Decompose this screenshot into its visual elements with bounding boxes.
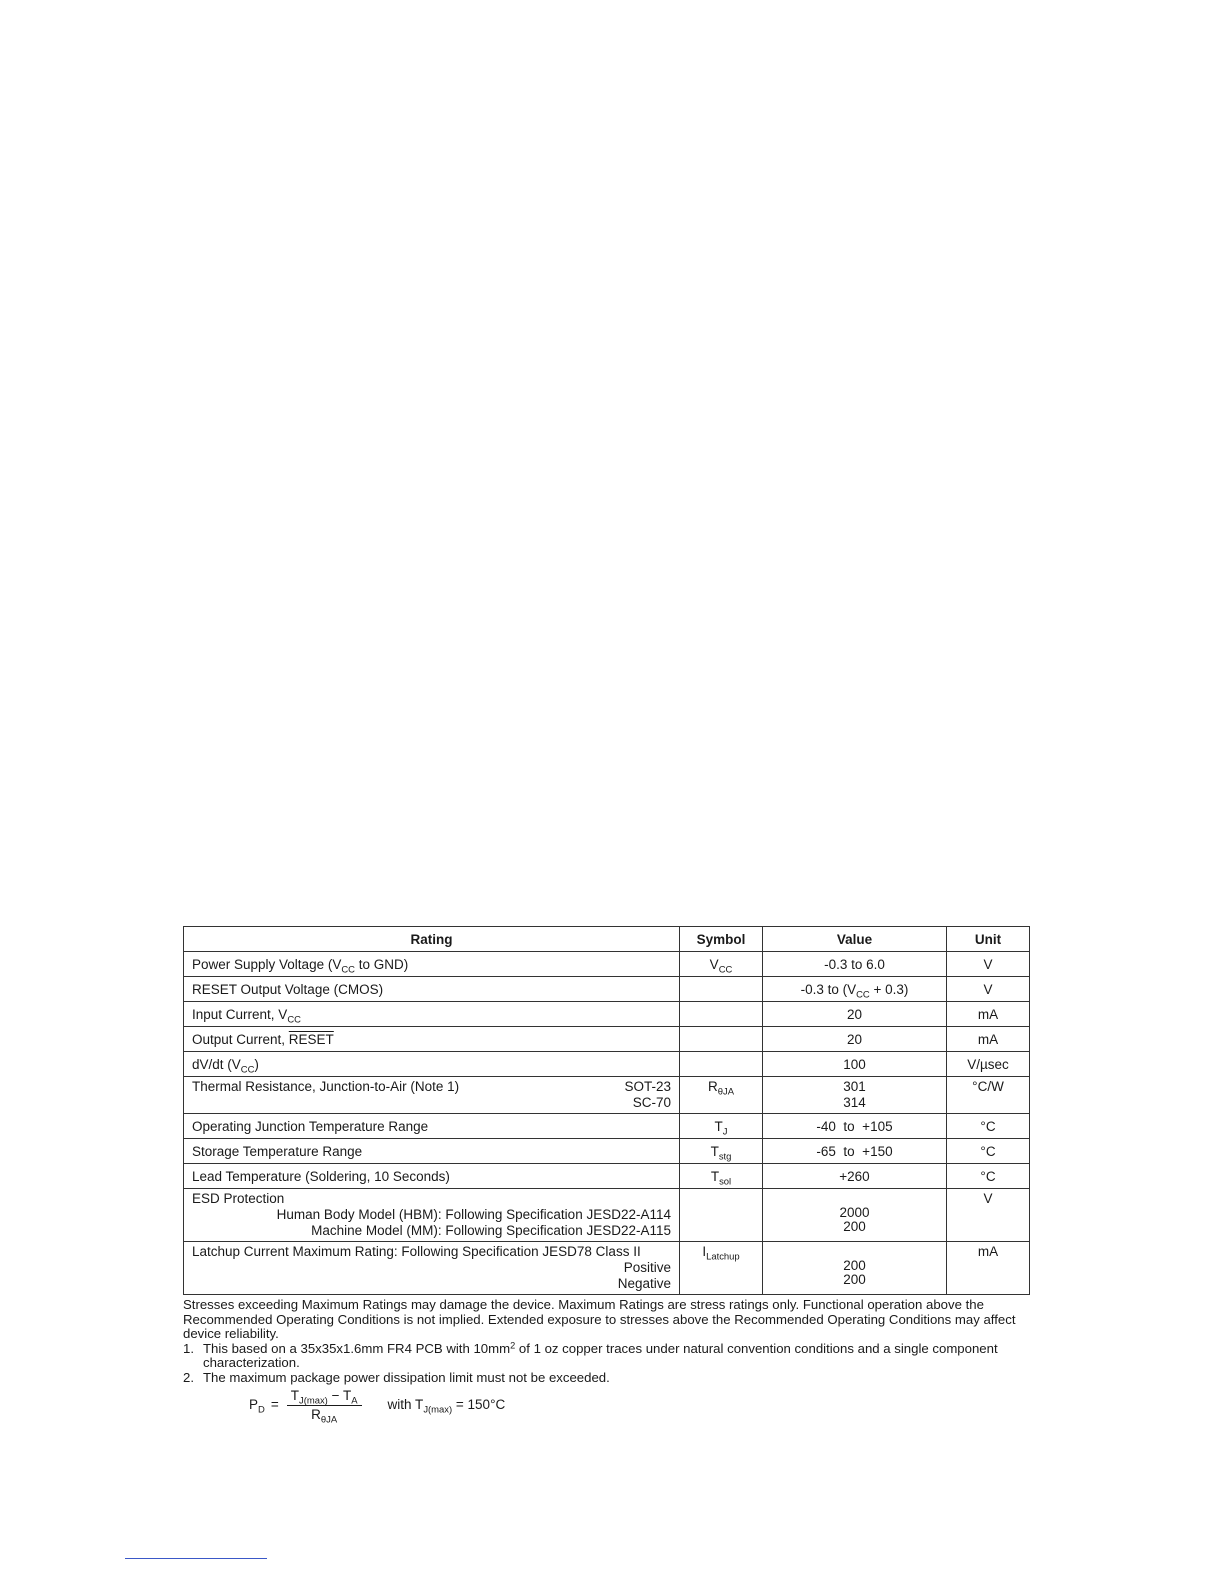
unit-cell: V (947, 952, 1030, 977)
header-symbol: Symbol (680, 927, 763, 952)
symbol-subscript: J (722, 1125, 728, 1137)
note-text-part: This based on a 35x35x1.6mm FR4 PCB with 10mm (203, 1340, 511, 1356)
symbol-cell (680, 977, 763, 1002)
rating-text: dV/dt (V (192, 1056, 241, 1072)
unit-cell: °C/W (947, 1077, 1030, 1114)
value-line: 2000 (839, 1205, 870, 1220)
symbol-subscript: sol (719, 1175, 732, 1187)
power-dissipation-formula (249, 1388, 1029, 1425)
rating-cell: Operating Junction Temperature Range (184, 1114, 680, 1139)
unit-cell: V (947, 977, 1030, 1002)
header-rating: Rating (184, 927, 680, 952)
formula-condition (387, 1397, 506, 1416)
symbol-cell (680, 1077, 763, 1114)
rating-text: to GND) (354, 956, 409, 972)
formula-fraction (287, 1388, 362, 1425)
formula-symbol: T (290, 1388, 299, 1403)
symbol-cell (680, 1002, 763, 1027)
table-row (184, 1052, 1030, 1077)
unit-cell: V/µsec (947, 1052, 1030, 1077)
value-cell (763, 977, 947, 1002)
symbol-cell (680, 1139, 763, 1164)
formula-symbol: P (249, 1397, 259, 1413)
rating-cell (184, 1077, 680, 1114)
symbol-text: V (709, 956, 719, 972)
value-cell (763, 1189, 947, 1242)
table-row (184, 1139, 1030, 1164)
unit-cell: °C (947, 1114, 1030, 1139)
symbol-text: T (710, 1143, 719, 1159)
value-line: 314 (843, 1095, 866, 1110)
formula-minus: − (331, 1388, 340, 1403)
symbol-text: T (710, 1168, 720, 1184)
formula-subscript: A (351, 1395, 358, 1407)
note-number: 2. (183, 1369, 194, 1385)
rating-cell (184, 952, 680, 977)
table-row (184, 1027, 1030, 1052)
formula-symbol: T (343, 1388, 352, 1403)
note-number: 1. (183, 1340, 194, 1356)
formula-subscript: J(max) (298, 1395, 328, 1407)
value-cell: -65 to +150 (763, 1139, 947, 1164)
max-ratings-section (183, 926, 1029, 1425)
table-row (184, 1002, 1030, 1027)
header-value: Value (763, 927, 947, 952)
value-cell: 20 (763, 1027, 947, 1052)
symbol-cell (680, 1242, 763, 1295)
symbol-cell (680, 1027, 763, 1052)
stress-statement: Stresses exceeding Maximum Ratings may damage the device. Maximum Ratings are stress ratings only. Functional operation above the Recommended Operating Conditions is not implied. Extended exposure to stresses above the Recommended Operating Conditions may affect device reliability. (183, 1297, 1016, 1341)
formula-denominator (311, 1406, 337, 1423)
symbol-text: I (702, 1244, 707, 1259)
table-row (184, 1114, 1030, 1139)
rating-subscript: CC (240, 1063, 255, 1075)
value-cell: 20 (763, 1002, 947, 1027)
latchup-positive-label: Positive (623, 1260, 671, 1275)
symbol-text: R (707, 1079, 718, 1094)
value-cell (763, 1077, 947, 1114)
note-1 (183, 1339, 1029, 1371)
note-2 (183, 1371, 1029, 1386)
symbol-cell (680, 1189, 763, 1242)
value-cell: -40 to +105 (763, 1114, 947, 1139)
rating-subscript: CC (287, 1013, 301, 1025)
symbol-subscript: Latchup (706, 1251, 740, 1263)
value-cell: -0.3 to 6.0 (763, 952, 947, 977)
esd-hbm-text: Human Body Model (HBM): Following Specification JESD22-A114 (276, 1207, 671, 1222)
symbol-cell (680, 952, 763, 977)
note-text: The maximum package power dissipation limit must not be exceeded. (203, 1369, 610, 1385)
rating-cell: Lead Temperature (Soldering, 10 Seconds) (184, 1164, 680, 1189)
value-text: + 0.3) (869, 981, 909, 997)
formula-subscript: D (258, 1404, 265, 1416)
symbol-cell (680, 1164, 763, 1189)
latchup-negative-label: Negative (617, 1276, 671, 1291)
value-subscript: CC (856, 988, 870, 1000)
unit-cell: °C (947, 1164, 1030, 1189)
rating-subscript: CC (341, 963, 355, 975)
value-cell: +260 (763, 1164, 947, 1189)
unit-cell: V (947, 1189, 1030, 1242)
table-row (184, 1164, 1030, 1189)
symbol-subscript: stg (718, 1150, 732, 1162)
value-line: 301 (843, 1079, 866, 1094)
table-row (184, 1077, 1030, 1114)
footnote-divider (125, 1558, 267, 1559)
unit-cell: mA (947, 1002, 1030, 1027)
rating-cell (184, 1052, 680, 1077)
unit-cell: °C (947, 1139, 1030, 1164)
rating-text: Output Current, (192, 1031, 289, 1047)
table-row (184, 977, 1030, 1002)
rating-text: Latchup Current Maximum Rating: Following Specification JESD78 Class II (192, 1244, 641, 1259)
table-row (184, 952, 1030, 977)
value-text: -0.3 to (V (800, 981, 857, 997)
package-label: SC-70 (632, 1095, 671, 1110)
formula-subscript: θJA (320, 1413, 338, 1425)
max-ratings-table (183, 926, 1030, 1295)
note-text (203, 1339, 1029, 1371)
symbol-cell (680, 1114, 763, 1139)
rating-cell (184, 1189, 680, 1242)
value-cell: 100 (763, 1052, 947, 1077)
rating-text: Thermal Resistance, Junction-to-Air (Note 1) (192, 1079, 460, 1094)
formula-numerator (287, 1389, 362, 1406)
formula-equals: = (270, 1397, 279, 1413)
rating-text: Power Supply Voltage (V (192, 956, 342, 972)
symbol-text: T (714, 1118, 723, 1134)
table-header-row (184, 927, 1030, 952)
rating-cell (184, 1002, 680, 1027)
value-cell (763, 1242, 947, 1295)
formula-lhs (249, 1397, 265, 1416)
symbol-subscript: θJA (717, 1086, 734, 1098)
package-label: SOT-23 (624, 1079, 671, 1094)
formula-text: = 150°C (452, 1397, 506, 1413)
rating-cell (184, 1027, 680, 1052)
value-line: 200 (843, 1219, 866, 1234)
note-text-part: of 1 oz copper traces under natural convention conditions and a single component characterization. (203, 1340, 998, 1370)
rating-cell: RESET Output Voltage (CMOS) (184, 977, 680, 1002)
rating-text: Input Current, V (192, 1006, 288, 1022)
rating-text: ESD Protection (192, 1191, 285, 1206)
formula-symbol: R (311, 1406, 321, 1422)
header-unit: Unit (947, 927, 1030, 952)
formula-subscript: J(max) (423, 1404, 453, 1416)
table-row (184, 1189, 1030, 1242)
value-line: 200 (843, 1272, 866, 1287)
note-superscript: 2 (510, 1339, 516, 1350)
unit-cell: mA (947, 1242, 1030, 1295)
rating-text: ) (254, 1056, 259, 1072)
symbol-cell (680, 1052, 763, 1077)
formula-text: with T (387, 1397, 424, 1413)
table-row (184, 1242, 1030, 1295)
rating-cell (184, 1242, 680, 1295)
table-notes (183, 1297, 1029, 1425)
esd-mm-text: Machine Model (MM): Following Specification JESD22-A115 (311, 1223, 671, 1238)
reset-overline-text: RESET (288, 1031, 334, 1047)
unit-cell: mA (947, 1027, 1030, 1052)
symbol-subscript: CC (718, 963, 733, 975)
rating-cell: Storage Temperature Range (184, 1139, 680, 1164)
value-line: 200 (843, 1258, 866, 1273)
